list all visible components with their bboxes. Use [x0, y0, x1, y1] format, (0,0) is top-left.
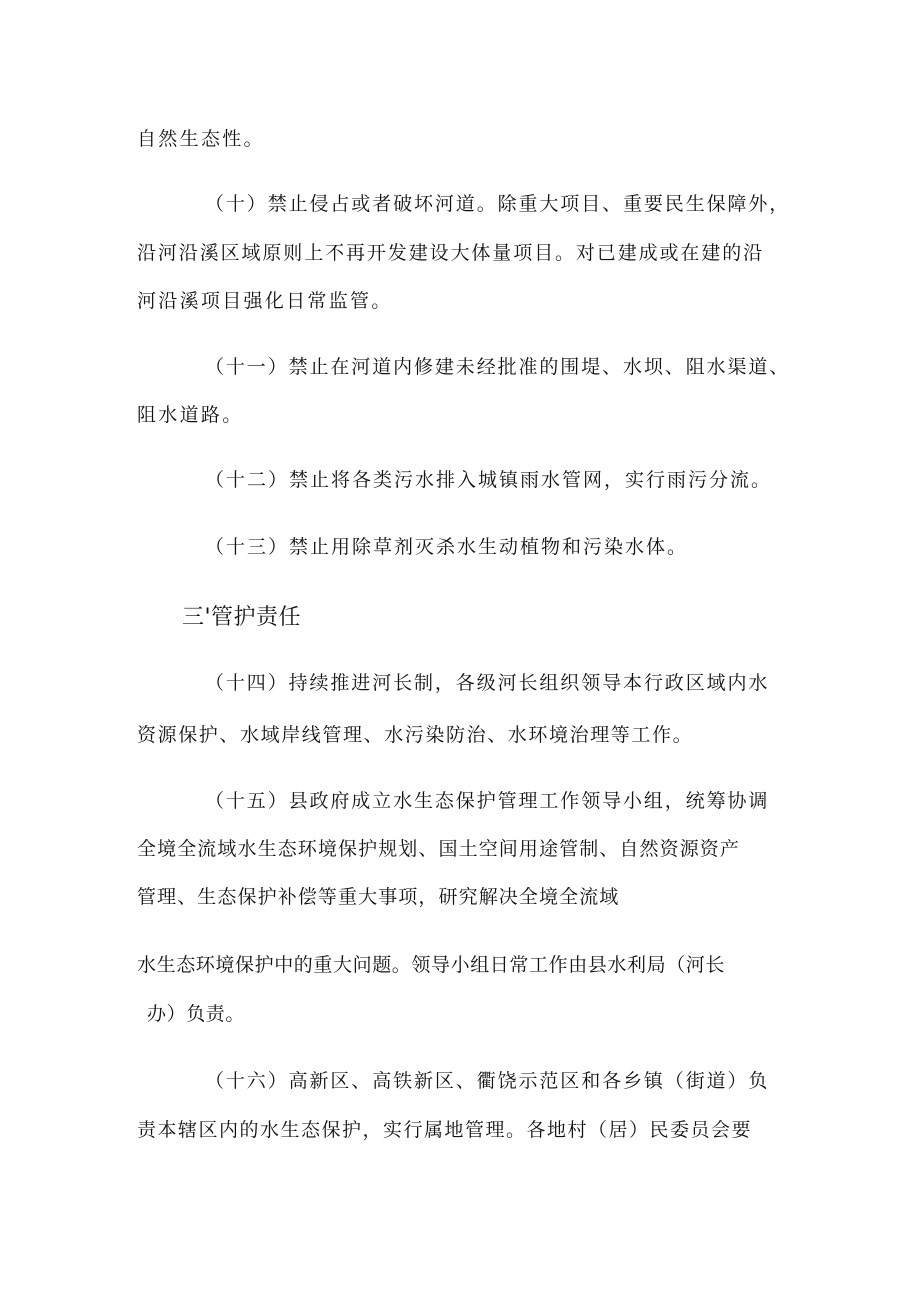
text-line: 沿河沿溪区域原则上不再开发建设大体量项目。对已建成或在建的沿	[137, 242, 765, 264]
text-line: （十五）县政府成立水生态保护管理工作领导小组，统筹协调	[205, 790, 770, 812]
text-line: 办）负责。	[147, 1003, 246, 1025]
text-line: （十一）禁止在河道内修建未经批准的围堤、水坝、阻水渠道、	[205, 356, 791, 378]
text-line: 河沿溪项目强化日常监管。	[137, 290, 393, 312]
text-line: 资源保护、水域岸线管理、水污染防治、水环境治理等工作。	[137, 724, 694, 746]
text-line: 全境全流域水生态环境保护规划、国土空间用途管制、自然资源资产	[137, 838, 741, 860]
section-heading: 三'管护责任	[182, 605, 302, 630]
text-line: （十）禁止侵占或者破坏河道。除重大项目、重要民生保障外，	[205, 193, 791, 215]
text-line: （十二）禁止将各类污水排入城镇雨水管网，实行雨污分流。	[205, 469, 773, 491]
text-line: （十四）持续推进河长制，各级河长组织领导本行政区域内水	[205, 672, 770, 694]
text-line: 自然生态性。	[137, 128, 265, 150]
text-line: 阻水道路。	[137, 404, 244, 426]
text-line: 水生态环境保护中的重大问题。领导小组日常工作由县水利局（河长	[137, 954, 726, 976]
text-line: 管理、生态保护补偿等重大事项，研究解决全境全流域	[137, 886, 620, 908]
text-line: （十三）禁止用除草剂灭杀水生动植物和污染水体。	[205, 536, 689, 558]
text-line: 责本辖区内的水生态保护，实行属地管理。各地村（居）民委员会要	[137, 1119, 753, 1141]
text-line: （十六）高新区、高铁新区、衢饶示范区和各乡镇（街道）负	[205, 1070, 770, 1092]
